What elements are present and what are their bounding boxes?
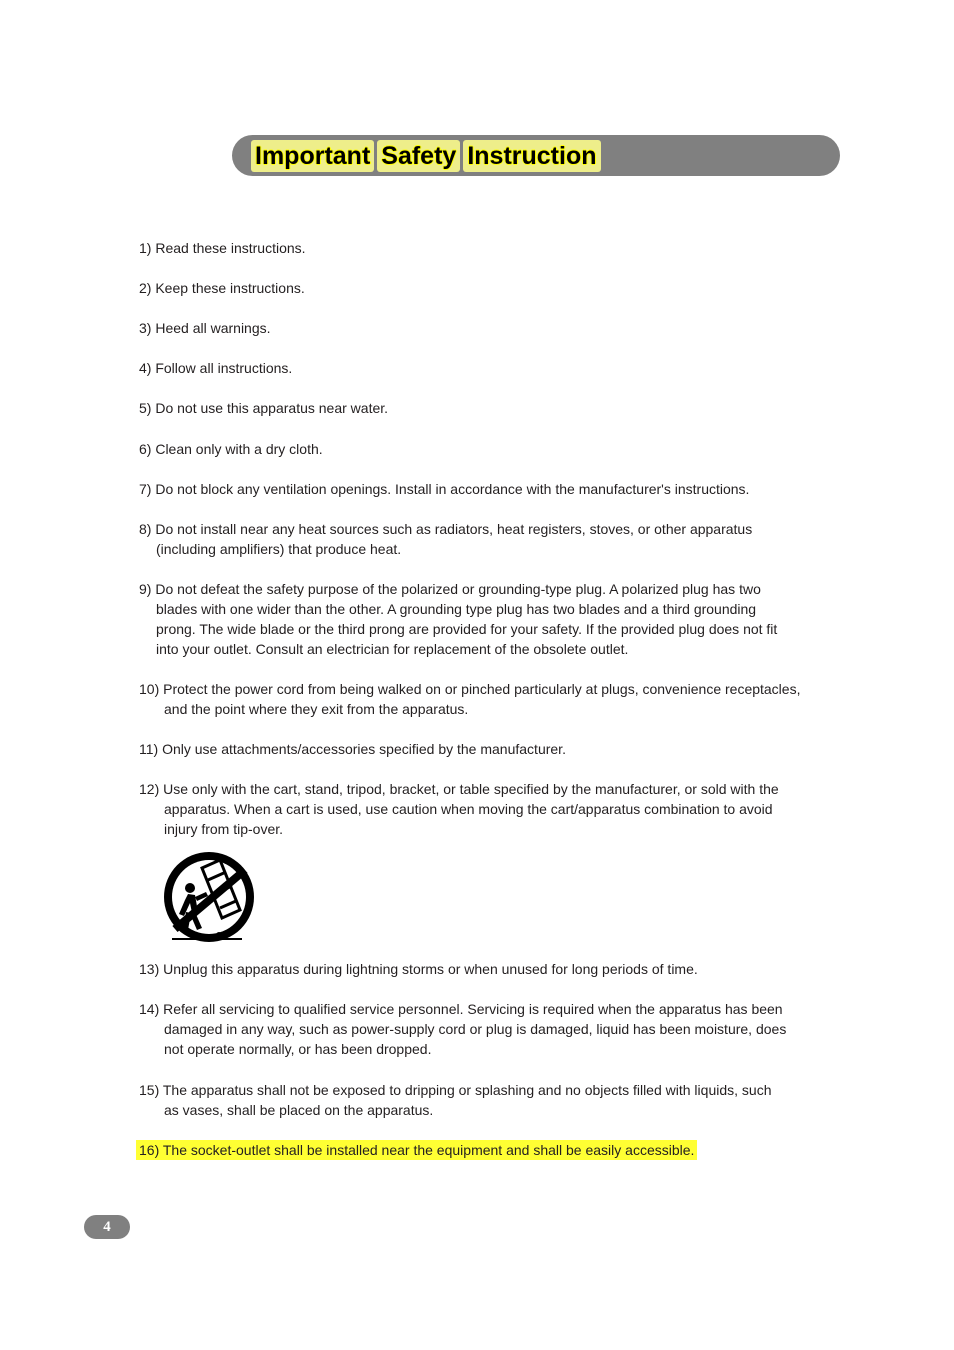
list-item bbox=[139, 679, 800, 719]
list-item bbox=[139, 1140, 697, 1160]
list-item bbox=[139, 278, 305, 298]
item-line: blades with one wider than the other. A grounding type plug has two blades and a third grounding bbox=[156, 601, 757, 617]
list-item bbox=[139, 398, 388, 418]
item-line: apparatus. When a cart is used, use caution when moving the cart/apparatus combination to avoid bbox=[164, 801, 773, 817]
list-item bbox=[139, 358, 292, 378]
list-item bbox=[139, 439, 323, 459]
item-line: 5) Do not use this apparatus near water. bbox=[139, 400, 389, 416]
item-line: 16) The socket-outlet shall be installed near the equipment and shall be easily accessible. bbox=[136, 1140, 697, 1160]
item-line: prong. The wide blade or the third prong are provided for your safety. If the provided plug does not fit bbox=[156, 621, 778, 637]
cart-tip-over-warning-icon bbox=[162, 850, 258, 946]
item-line: into your outlet. Consult an electrician for replacement of the obsolete outlet. bbox=[156, 641, 629, 657]
title-word-1: Important bbox=[251, 140, 374, 172]
item-line: 2) Keep these instructions. bbox=[139, 280, 305, 296]
item-line: 10) Protect the power cord from being walked on or pinched particularly at plugs, convenience receptacles, bbox=[139, 681, 801, 697]
list-item bbox=[139, 959, 698, 979]
item-line: and the point where they exit from the apparatus. bbox=[164, 701, 469, 717]
title-word-3: Instruction bbox=[463, 140, 600, 172]
item-line: (including amplifiers) that produce heat. bbox=[156, 541, 402, 557]
page-number: 4 bbox=[103, 1218, 111, 1235]
item-line: 12) Use only with the cart, stand, tripod, bracket, or table specified by the manufacturer, or sold with the bbox=[139, 781, 779, 797]
item-line: 11) Only use attachments/accessories specified by the manufacturer. bbox=[139, 741, 566, 757]
item-line: 15) The apparatus shall not be exposed to dripping or splashing and no objects filled with liquids, such bbox=[139, 1082, 772, 1098]
title-word-2: Safety bbox=[377, 140, 460, 172]
item-line: 7) Do not block any ventilation openings. Install in accordance with the manufacturer's instructions. bbox=[139, 481, 750, 497]
item-line: 6) Clean only with a dry cloth. bbox=[139, 441, 323, 457]
item-line: 8) Do not install near any heat sources such as radiators, heat registers, stoves, or other apparatus bbox=[139, 521, 753, 537]
list-item bbox=[139, 579, 777, 659]
list-item bbox=[139, 779, 779, 839]
list-item bbox=[139, 479, 749, 499]
item-line: not operate normally, or has been dropped. bbox=[164, 1041, 432, 1057]
item-line: 14) Refer all servicing to qualified service personnel. Servicing is required when the apparatus has been bbox=[139, 1001, 783, 1017]
page-title bbox=[251, 140, 601, 172]
item-line: 4) Follow all instructions. bbox=[139, 360, 293, 376]
list-item bbox=[139, 238, 306, 258]
item-line: 3) Heed all warnings. bbox=[139, 320, 271, 336]
list-item bbox=[139, 999, 786, 1059]
item-line: injury from tip-over. bbox=[164, 821, 284, 837]
list-item bbox=[139, 739, 566, 759]
item-line: 13) Unplug this apparatus during lightning storms or when unused for long periods of time. bbox=[139, 961, 698, 977]
page-number-badge bbox=[84, 1215, 130, 1239]
item-line: as vases, shall be placed on the apparatus. bbox=[164, 1102, 434, 1118]
list-item bbox=[139, 318, 271, 338]
list-item bbox=[139, 1080, 771, 1120]
item-line: damaged in any way, such as power-supply cord or plug is damaged, liquid has been moisture, does bbox=[164, 1021, 787, 1037]
item-line: 9) Do not defeat the safety purpose of the polarized or grounding-type plug. A polarized plug has two bbox=[139, 581, 761, 597]
list-item bbox=[139, 519, 752, 559]
item-line: 1) Read these instructions. bbox=[139, 240, 306, 256]
